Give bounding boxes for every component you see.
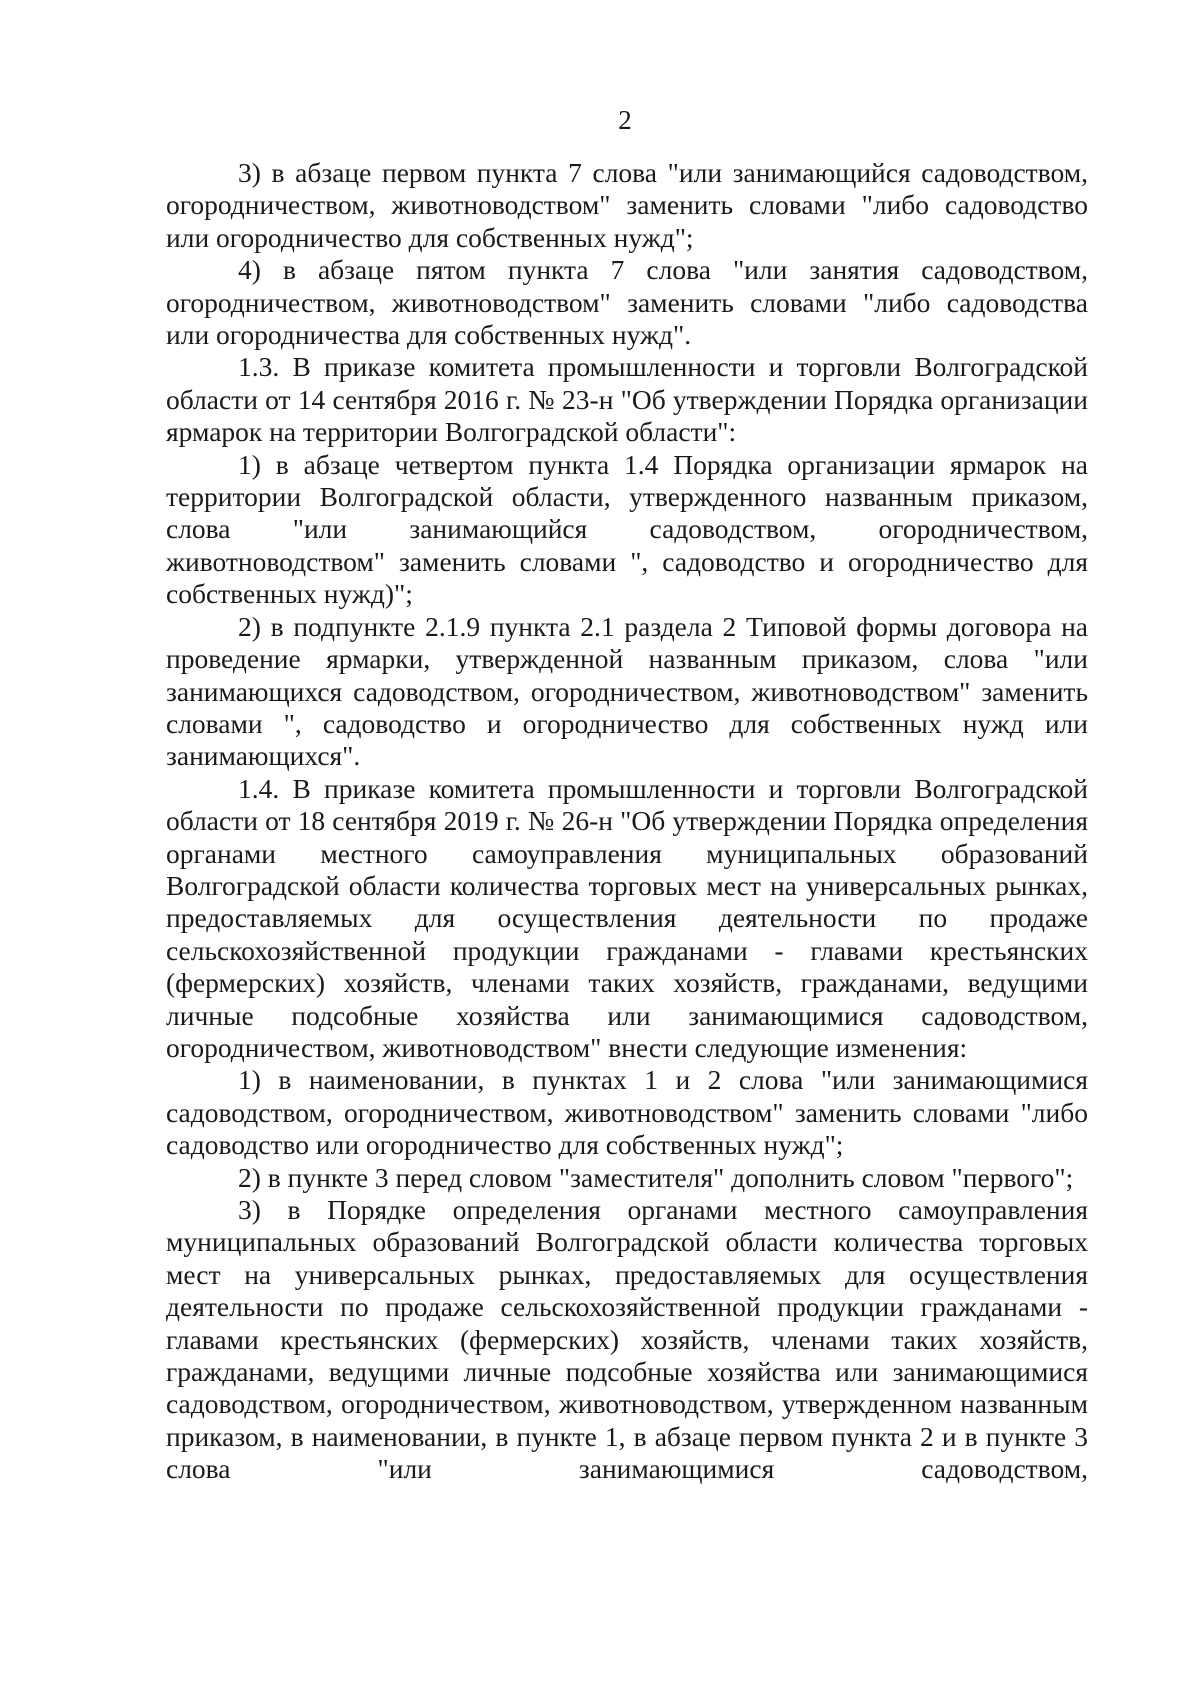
paragraph-1-3-item-2: 2) в подпункте 2.1.9 пункта 2.1 раздела 2 Типовой формы договора на проведение ярмарки, утвержденной названным приказом, слова "или занимающихся садоводством, огородничеством, животноводством" заменить словами ", садоводство и огородничество для собственных нужд или занимающихся".	[166, 610, 1088, 772]
paragraph-section-1-3: 1.3. В приказе комитета промышленности и торговли Волгоградской области от 14 сентября 2016 г. № 23-н "Об утверждении Порядка организации ярмарок на территории Волгоградской области":	[166, 351, 1088, 448]
paragraph-3-item-3: 3) в абзаце первом пункта 7 слова "или занимающийся садоводством, огородничеством, животноводством" заменить словами "либо садоводство или огородничество для собственных нужд";	[166, 157, 1088, 253]
paragraph-1-4-item-3: 3) в Порядке определения органами местного самоуправления муниципальных образований Волгоградской области количества торговых мест на универсальных рынках, предоставляемых для осуществления деятельности по продаже сельскохозяйственной продукции гражданами - главами крестьянских (фермерских) хозяйств, членами таких хозяйств, гражданами, ведущими личные подсобные хозяйства или занимающимися садоводством, огородничеством, животноводством, утвержденном названным приказом, в наименовании, в пункте 1, в абзаце первом пункта 2 и в пункте 3 слова "или занимающимися садоводством,	[166, 1194, 1088, 1485]
paragraph-1-4-item-1: 1) в наименовании, в пунктах 1 и 2 слова "или занимающимися садоводством, огородничеством, животноводством" заменить словами "либо садоводство или огородничество для собственных нужд";	[166, 1064, 1088, 1161]
page-number: 2	[618, 105, 632, 135]
document-body	[166, 157, 1088, 1486]
paragraph-1-3-item-1: 1) в абзаце четвертом пункта 1.4 Порядка организации ярмарок на территории Волгоградской области, утвержденного названным приказом, слова "или занимающийся садоводством, огородничеством, животноводством" заменить словами ", садоводство и огородничество для собственных нужд)";	[166, 448, 1088, 610]
paragraph-1-4-item-2: 2) в пункте 3 перед словом "заместителя" дополнить словом "первого";	[238, 1161, 1074, 1193]
paragraph-4-item-4: 4) в абзаце пятом пункта 7 слова "или занятия садоводством, огородничеством, животноводством" заменить словами "либо садоводства или огородничества для собственных нужд".	[166, 254, 1088, 351]
paragraph-section-1-4: 1.4. В приказе комитета промышленности и торговли Волгоградской области от 18 сентября 2019 г. № 26-н "Об утверждении Порядка определения органами местного самоуправления муниципальных образований Волгоградской области количества торговых мест на универсальных рынках, предоставляемых для осуществления деятельности по продаже сельскохозяйственной продукции гражданами - главами крестьянских (фермерских) хозяйств, членами таких хозяйств, гражданами, ведущими личные подсобные хозяйства или занимающимися садоводством, огородничеством, животноводством" внести следующие изменения:	[166, 772, 1088, 1063]
